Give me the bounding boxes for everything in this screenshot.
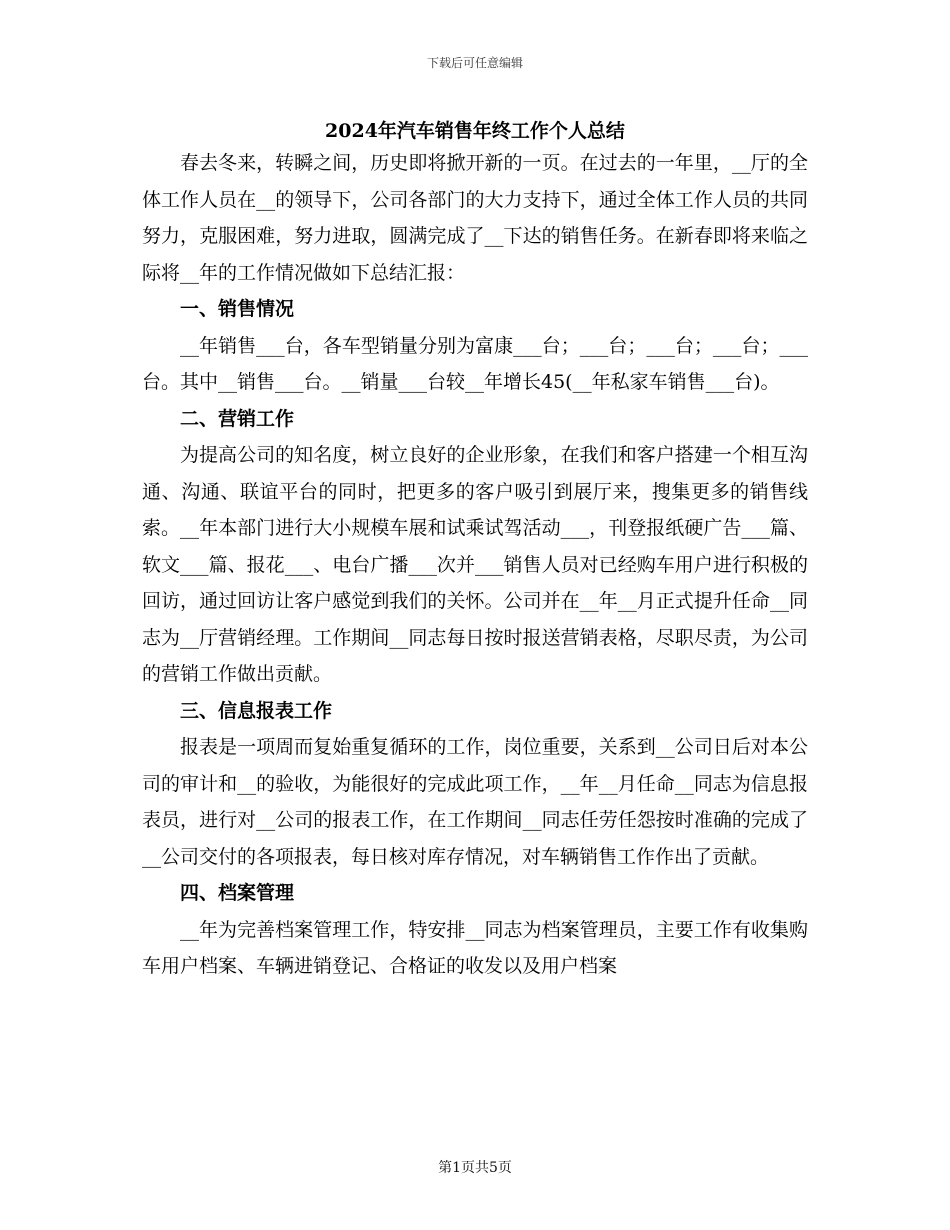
section-heading-reports: 三、信息报表工作 [180, 699, 333, 722]
section-heading-marketing: 二、营销工作 [180, 407, 295, 430]
section-body-sales: __年销售___台，各车型销量分别为富康___台；___台；___台；___台；___台。其中__销售___台。__销量___台较__年增长45(__年私家车销售___台)。 [142, 334, 808, 393]
section-body-marketing: 为提高公司的知名度，树立良好的企业形象，在我们和客户搭建一个相互沟通、沟通、联谊平台的同时，把更多的客户吸引到展厅来，搜集更多的销售线索。__年本部门进行大小规模车展和试乘试驾活动___，刊登报纸硬广告___篇、软文___篇、报花___、电台广播___次并___销售人员对已经购车用户进行积极的回访，通过回访让客户感觉到我们的关怀。公司并在__年__月正式提升任命__同志为__厅营销经理。工作期间__同志每日按时报送营销表格，尽职尽责，为公司的营销工作做出贡献。 [142, 444, 808, 685]
section-body-archives: __年为完善档案管理工作，特安排__同志为档案管理员，主要工作有收集购车用户档案、车辆进销登记、合格证的收发以及用户档案 [142, 918, 808, 977]
page-number: 第1页共5页 [438, 1160, 512, 1176]
section-body-reports: 报表是一项周而复始重复循环的工作，岗位重要，关系到__公司日后对本公司的审计和__的验收，为能很好的完成此项工作，__年__月任命__同志为信息报表员，进行对__公司的报表工作，在工作期间__同志任劳任怨按时准确的完成了__公司交付的各项报表，每日核对库存情况，对车辆销售工作作出了贡献。 [142, 736, 808, 868]
document-body [142, 145, 808, 985]
header-note: 下载后可任意编辑 [426, 56, 523, 70]
intro-paragraph: 春去冬来，转瞬之间，历史即将掀开新的一页。在过去的一年里，__厅的全体工作人员在__的领导下，公司各部门的大力支持下，通过全体工作人员的共同努力，克服困难，努力进取，圆满完成了__下达的销售任务。在新春即将来临之际将__年的工作情况做如下总结汇报： [142, 152, 808, 284]
document-title: 2024年汽车销售年终工作个人总结 [325, 120, 625, 142]
section-heading-sales: 一、销售情况 [180, 298, 295, 320]
section-heading-archives: 四、档案管理 [180, 882, 295, 904]
